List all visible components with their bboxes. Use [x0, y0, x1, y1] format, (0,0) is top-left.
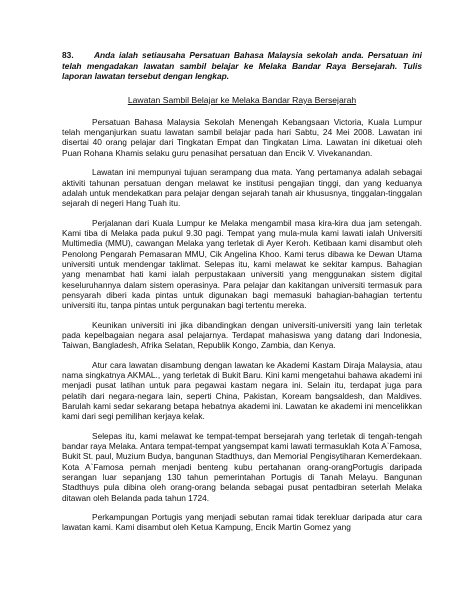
paragraph-uniqueness: Keunikan universiti ini jika dibandingkan dengan universiti-universiti yang lain terletak pada kepelbagaian negara asal pelajarnya. Terdapat mahasiswa yang datang dari Indonesia, Taiwan, Bangladesh, Afrika Selatan, Republik Kongo, Zambia, dan Kenya. [62, 319, 422, 351]
question-text: Anda ialah setiausaha Persatuan Bahasa Malaysia sekolah anda. Persatuan ini telah mengadakan lawatan sambil belajar ke Melaka Bandar Raya Bersejarah. Tulis laporan lawatan tersebut dengan lengkap. [62, 50, 422, 82]
paragraph-akmal-visit: Atur cara lawatan disambung dengan lawatan ke Akademi Kastam Diraja Malaysia, atau nama singkatnya AKMAL., yang terletak di Bukit Baru. Kini kami mengetahui bahawa akademi ini menjadi pusat latihan untuk para pegawai kastam negara ini. Selain itu, terdapat juga para pelatih dari negara-negara lain, seperti China, Pakistan, Koream bangsaldesh, dan Maldives. Barulah kami sedar sekarang betapa hebatnya akademi ini. Lawatan ke akademi ini mencelikkan kami dari segi pemilihan kerjaya kelak. [62, 359, 422, 422]
question-number: 83. [62, 50, 74, 60]
paragraph-historic-sites: Selepas itu, kami melawat ke tempat-tempat bersejarah yang terletak di tengah-tengah bandar raya Melaka. Antara tempat-tempat yangsempat kami lawati termasuklah Kota A`Famosa, Bukit St. paul, Muzium Budya, bangunan Stadthuys, dan Memorial Pengisytiharan Kemerdekaan. Kota A`Famosa pernah menjadi benteng kubu pertahanan orang-orangPortugis daripada serangan luar sepanjang 130 tahun pemerintahan Portugis di Tanah Melayu. Bangunan Stadthuys pula dibina oleh orang-orang belanda sebagai pusat pentadbiran seterlah Melaka ditawan oleh Belanda pada tahun 1724. [62, 430, 422, 503]
paragraph-purpose: Lawatan ini mempunyai tujuan serampang dua mata. Yang pertamanya adalah sebagai aktiviti tahunan persatuan dengan melawat ke institusi pengajian tinggi, dan yang keduanya adalah untuk mendekatkan para pelajar dengan sejarah tanah air khususnya, tinggalan-tinggalan sejarah di negeri Hang Tuah itu. [62, 167, 422, 209]
paragraph-portuguese-village: Perkampungan Portugis yang menjadi sebutan ramai tidak terekluar daripada atur cara lawatan kami. Kami disambut oleh Ketua Kampung, Encik Martin Gomez yang [62, 512, 422, 533]
report-title: Lawatan Sambil Belajar ke Melaka Bandar Raya Bersejarah [127, 94, 357, 105]
paragraph-mmu-visit: Perjalanan dari Kuala Lumpur ke Melaka mengambil masa kira-kira dua jam setengah. Kami tiba di Melaka pada pukul 9.30 pagi. Tempat yang mula-mula kami lawati ialah Universiti Multimedia (MMU), cawangan Melaka yang terletak di Ayer Keroh. Ketibaan kami disambut oleh Penolong Pengarah Pemasaran MMU, Cik Angelina Khoo. Kami terus dibawa ke Dewan Utama universiti untuk mendengar taklimat. Selepas itu, kami melawat ke sekitar kampus. Bahagian yang menambat hati kami ialah perpustakaan universiti yang menggunakan sistem digital keseluruhannya dalam sistem operasinya. Para pelajar dan kakitangan universiti termasuk para pensyarah diberi kada pintas untuk digunakan bagi memasuki bahagian-bahagian tertentu universiti itu, tanpa pintas untuk pergunakan bagi tertentu mereka. [62, 217, 422, 311]
paragraph-intro: Persatuan Bahasa Malaysia Sekolah Menengah Kebangsaan Victoria, Kuala Lumpur telah menganjurkan suatu lawatan sambil belajar pada hari Sabtu, 24 Mei 2008. Lawatan ini disertai 40 orang pelajar dari Tingkatan Empat dan Tingkatan Lima. Lawatan ini diketuai oleh Puan Rohana Khamis selaku guru penasihat persatuan dan Encik V. Vivekanandan. [62, 116, 422, 158]
question-prompt [62, 50, 422, 82]
